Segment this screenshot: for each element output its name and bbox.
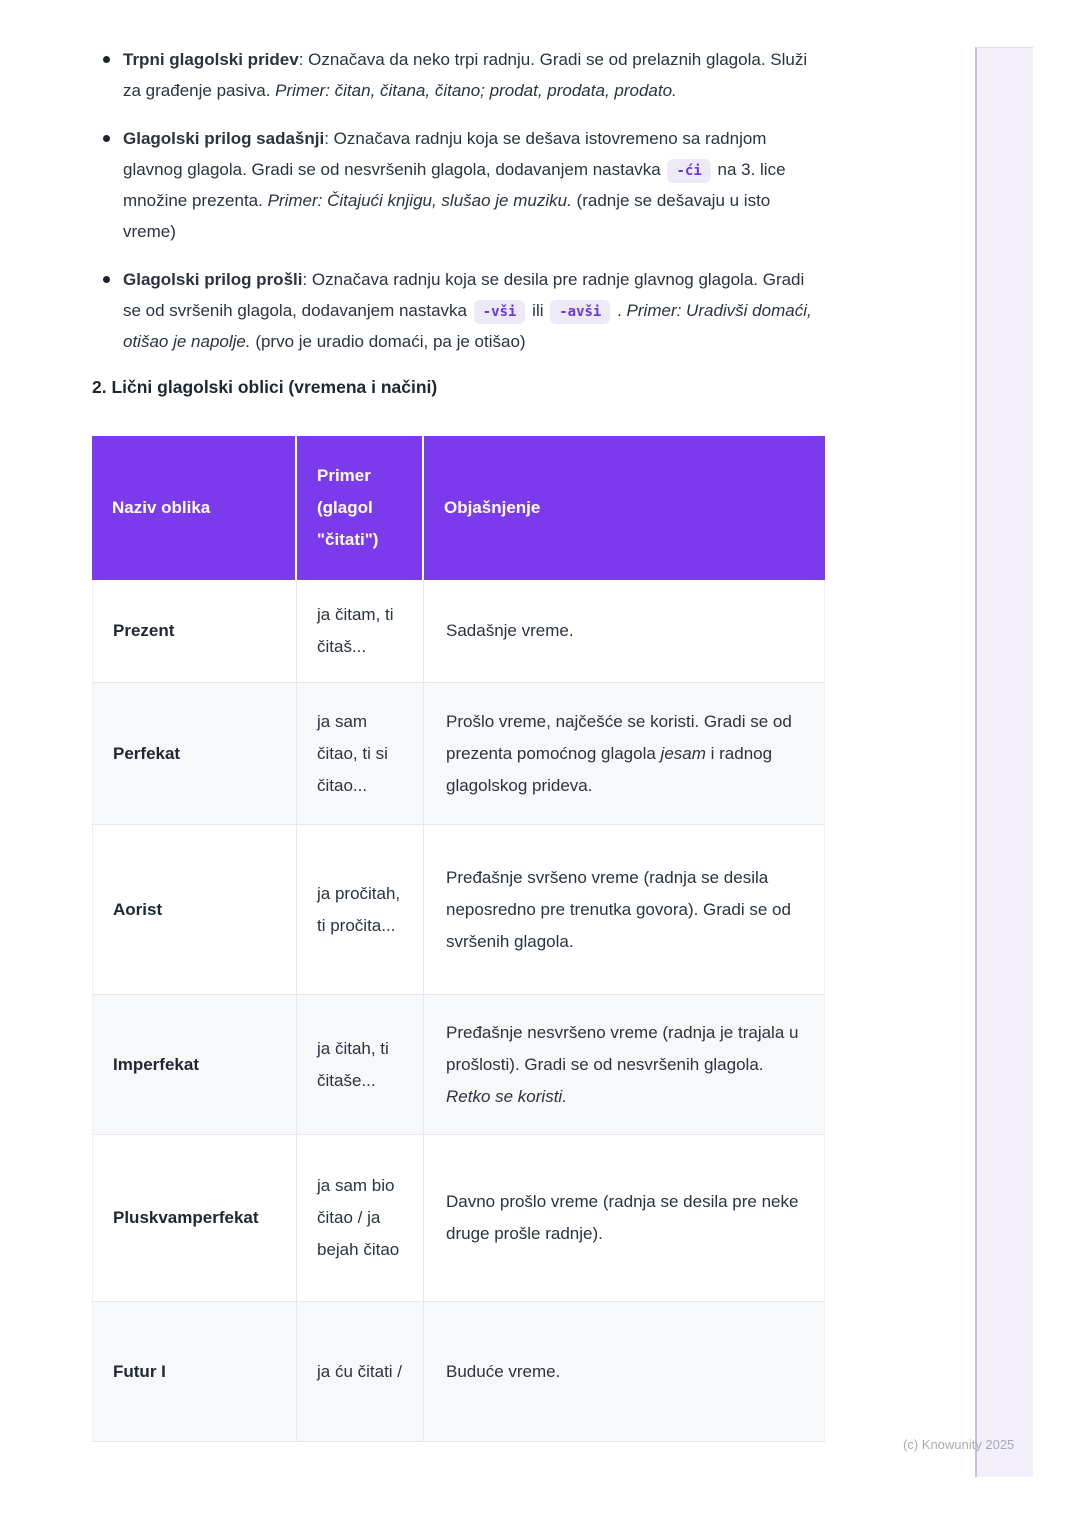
text-segment: Glagolski prilog sadašnji: [123, 129, 325, 148]
text-segment: .: [612, 301, 627, 320]
cell-primer: [296, 1135, 423, 1301]
cell-text: Pluskvamperfekat: [113, 1208, 259, 1227]
text-segment: : Označava radnju koja se desila pre radnje glavnog glagola. Gradi se od svršenih glagola, dodavanjem nastavka: [123, 270, 805, 320]
code-chip: -vši: [474, 300, 526, 324]
cell-objasnjenje: [423, 683, 826, 824]
text-segment: (radnje se dešavaju u isto vreme): [123, 191, 771, 241]
text-segment: Sadašnje vreme.: [446, 621, 574, 640]
text-segment: i radnog glagolskog prideva.: [446, 743, 773, 795]
text-segment: ili: [527, 301, 549, 320]
table-row: [92, 1302, 825, 1442]
cell-naziv-oblika: [93, 683, 296, 824]
text-segment: Buduće vreme.: [446, 1361, 561, 1381]
text-segment: Davno prošlo vreme (radnja se desila pre neke druge prošle radnje).: [446, 1192, 799, 1243]
cell-primer: [296, 580, 423, 682]
cell-naziv-oblika: [93, 580, 296, 682]
table-header-objasnjenje: [422, 436, 825, 580]
table-row: [92, 1135, 825, 1302]
cell-objasnjenje: [423, 580, 826, 682]
cell-text: Futur I: [113, 1361, 166, 1381]
cell-objasnjenje: [423, 995, 826, 1134]
table-row: [92, 580, 825, 683]
cell-text: ja sam čitao, ti si čitao...: [317, 711, 388, 795]
table-header-primer: [295, 436, 422, 580]
cell-primer: [296, 825, 423, 994]
copyright-watermark: (c) Knowunity 2025: [903, 1437, 1015, 1452]
cell-naziv-oblika: [93, 1135, 296, 1301]
text-segment: Pređašnje nesvršeno vreme (radnja je trajala u prošlosti). Gradi se od nesvršenih glagola.: [446, 1022, 799, 1074]
cell-objasnjenje: [423, 1135, 826, 1301]
text-segment: Primer: Uradivši domaći, otišao je napolje.: [123, 301, 812, 351]
cell-text: ja čitah, ti čitaše...: [317, 1038, 389, 1090]
code-chip: -avši: [550, 300, 610, 324]
header-cell-label: Objašnjenje: [444, 498, 541, 517]
cell-text: Perfekat: [113, 743, 181, 763]
section-heading: 2. Lični glagolski oblici (vremena i načini): [92, 377, 438, 397]
verb-forms-table: [92, 436, 825, 1442]
cell-text: ja ću čitati /: [317, 1361, 403, 1381]
text-segment: Primer: Čitajući knjigu, slušao je muziku.: [267, 191, 572, 210]
cell-objasnjenje: [423, 1302, 826, 1441]
code-chip: -ći: [667, 159, 710, 183]
cell-text: Prezent: [113, 621, 175, 640]
table-row: [92, 683, 825, 825]
text-segment: na 3. lice množine prezenta.: [123, 160, 786, 210]
cell-objasnjenje: [423, 825, 826, 994]
text-segment: Trpni glagolski pridev: [123, 50, 299, 69]
cell-text: Imperfekat: [113, 1054, 199, 1074]
text-segment: Pređašnje svršeno vreme (radnja se desila neposredno pre trenutka govora). Gradi se od svršenih glagola.: [446, 867, 791, 951]
table-row: [92, 995, 825, 1135]
cell-text: [446, 706, 810, 802]
cell-text: ja sam bio čitao / ja bejah čitao: [317, 1176, 400, 1259]
bullet-item: [92, 264, 825, 357]
header-cell-label: Naziv oblika: [112, 498, 211, 517]
bullet-list: [92, 44, 825, 357]
cell-text: [446, 1356, 560, 1388]
text-segment: : Označava da neko trpi radnju. Gradi se od prelaznih glagola. Služi za građenje pasiva.: [123, 50, 808, 100]
header-cell-label: Primer (glagol "čitati"): [317, 466, 379, 549]
cell-text: Aorist: [113, 899, 163, 919]
cell-primer: [296, 1302, 423, 1441]
table-header-naziv-oblika: [92, 436, 295, 580]
table-header-row: [92, 436, 825, 580]
text-segment: (prvo je uradio domaći, pa je otišao): [250, 332, 526, 351]
table-row: [92, 825, 825, 995]
table-body: [92, 580, 825, 1442]
text-segment: Retko se koristi.: [446, 1086, 567, 1106]
cell-naziv-oblika: [93, 825, 296, 994]
text-segment: Primer: čitan, čitana, čitano; prodat, prodata, prodato.: [275, 81, 677, 100]
cell-naziv-oblika: [93, 1302, 296, 1441]
cell-naziv-oblika: [93, 995, 296, 1134]
cell-primer: [296, 995, 423, 1134]
text-segment: jesam: [660, 743, 706, 763]
cell-text: [446, 615, 574, 647]
cell-text: ja čitam, ti čitaš...: [317, 605, 394, 656]
bullet-item: [92, 44, 825, 106]
text-segment: Prošlo vreme, najčešće se koristi. Gradi se od prezenta pomoćnog glagola: [446, 711, 792, 763]
cell-text: [446, 1186, 810, 1250]
text-segment: : Označava radnju koja se dešava istovremeno sa radnjom glavnog glagola. Gradi se od nesvršenih glagola, dodavanjem nastavka: [123, 129, 767, 179]
cell-text: ja pročitah, ti pročita...: [317, 883, 401, 935]
cell-primer: [296, 683, 423, 824]
cell-text: [446, 862, 810, 958]
text-segment: Glagolski prilog prošli: [123, 270, 303, 289]
cell-text: [446, 1017, 810, 1113]
bullet-item: [92, 123, 825, 247]
